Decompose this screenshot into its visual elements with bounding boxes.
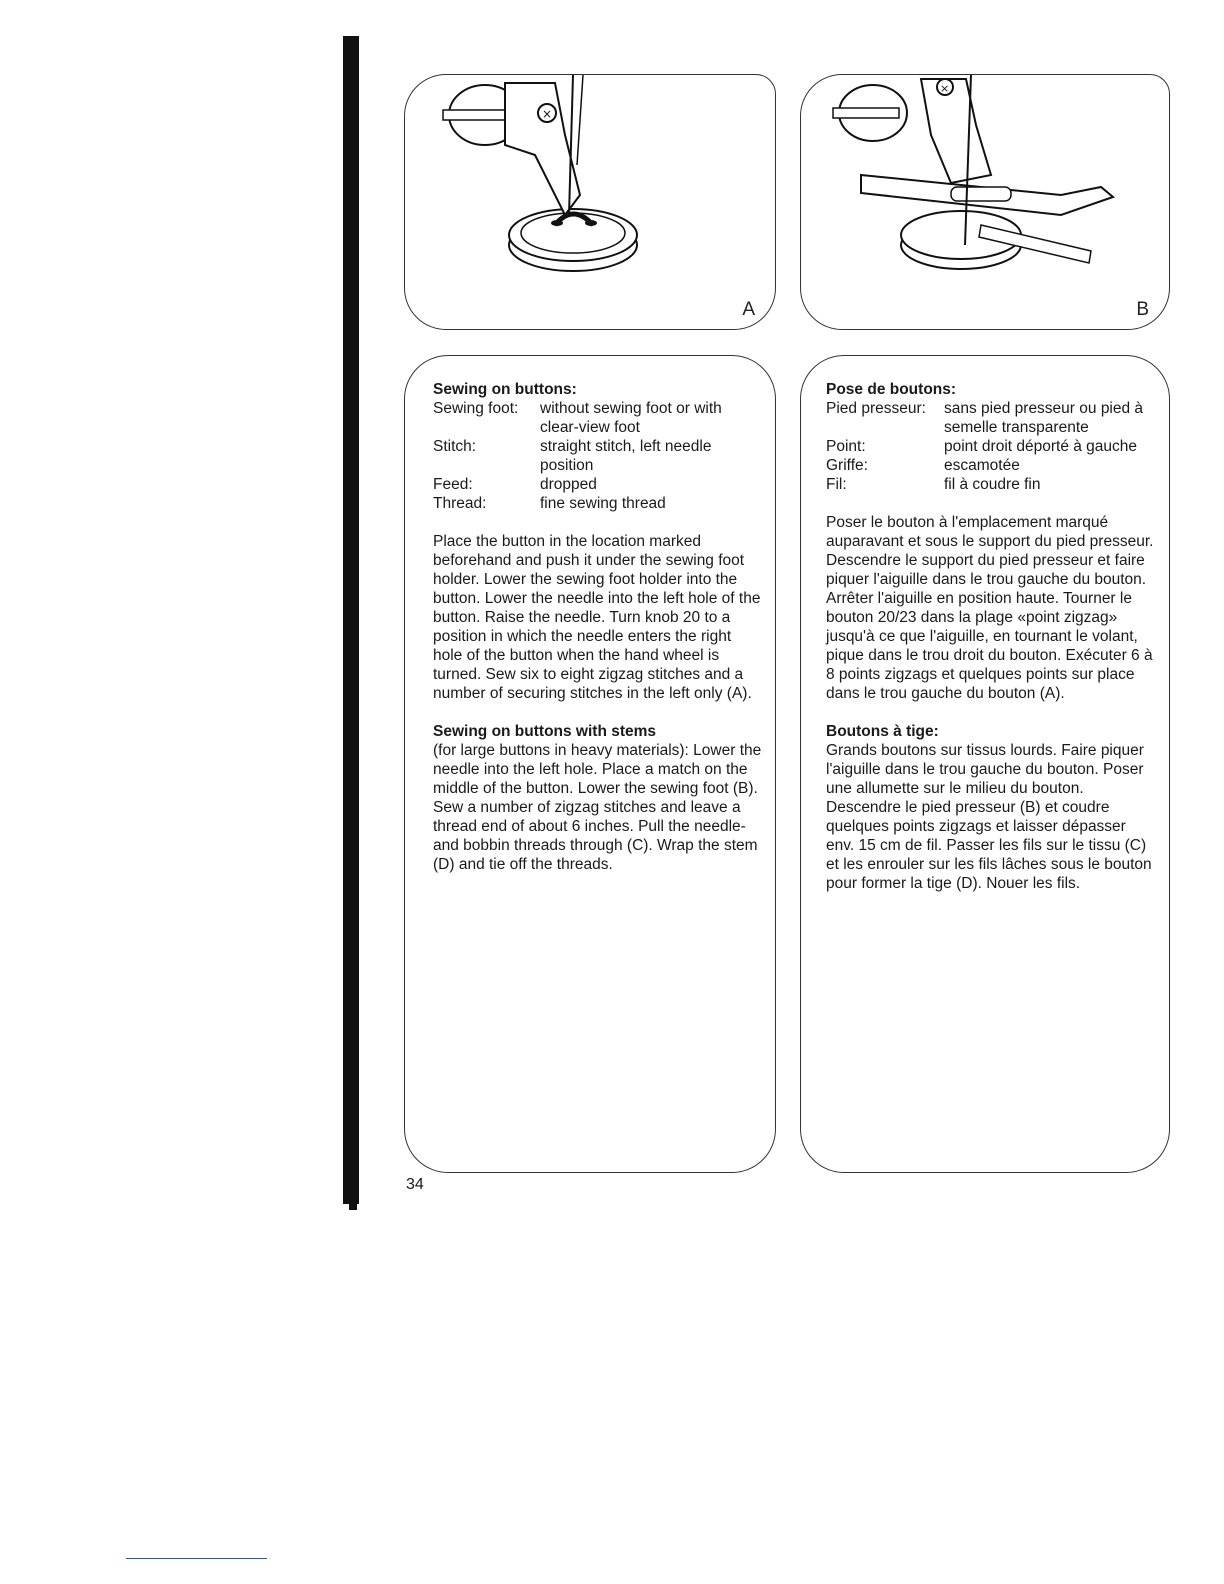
spec-term: Griffe: (826, 457, 868, 474)
figure-b-label: B (1136, 299, 1149, 320)
spec-term: Pied presseur: (826, 400, 926, 417)
page-binding-edge-lower (349, 1110, 357, 1210)
page-binding-edge (343, 36, 359, 1204)
svg-text:×: × (542, 107, 553, 121)
english-column (433, 380, 763, 874)
french-heading-pose-boutons: Pose de boutons: (826, 381, 957, 398)
spec-term: Sewing foot: (433, 400, 519, 417)
footer-rule (126, 1558, 267, 1559)
french-paragraph-1: Poser le bouton à l'emplacement marqué auparavant et sous le support du pied presseur. Descendre le support du pied presseur et faire piquer l'aiguille dans le trou gauche du bouton. Arrêter l'aiguille en position haute. Tourner le bouton 20/23 dans la plage «point zigzag» jusqu'à ce que l'aiguille, en tournant le volant, pique dans le trou droit du bouton. Exécuter 6 à 8 points zigzags et quelques points sur place dans le trou gauche du bouton (A). (826, 514, 1154, 702)
spec-value: escamotée (944, 457, 1020, 474)
spec-term: Fil: (826, 476, 847, 493)
french-paragraph-2: Grands boutons sur tissus lourds. Faire piquer l'aiguille dans le trou gauche du bouton. Poser une allumette sur le milieu du bouton. Descendre le pied presseur (B) et coudre quelques points zigzags et laisser dépasser env. 15 cm de fil. Passer les fils sur le tissu (C) et les enrouler sur les fils lâches sous le bouton pour former la tige (D). Nouer les fils. (826, 742, 1152, 892)
figure-b-illustration (801, 75, 1171, 331)
svg-text:×: × (940, 82, 950, 95)
spec-row (433, 399, 763, 437)
spec-row (826, 399, 1156, 437)
figure-a-label: A (742, 299, 755, 320)
french-spec-table (826, 399, 1156, 494)
french-column (826, 380, 1156, 893)
spec-row (433, 475, 763, 494)
spec-value: straight stitch, left needle position (540, 438, 712, 474)
spec-row (826, 456, 1156, 475)
spec-value: without sewing foot or with clear-view foot (540, 400, 722, 436)
figure-b (800, 74, 1170, 330)
spec-row (433, 437, 763, 475)
figure-a-illustration (405, 75, 777, 331)
spec-term: Thread: (433, 495, 487, 512)
spec-row (433, 494, 763, 513)
spec-row (826, 475, 1156, 494)
spec-term: Feed: (433, 476, 473, 493)
spec-row (826, 437, 1156, 456)
english-heading-sewing-buttons: Sewing on buttons: (433, 381, 577, 398)
spec-value: dropped (540, 476, 597, 493)
spec-value: fine sewing thread (540, 495, 666, 512)
spec-term: Point: (826, 438, 866, 455)
english-heading-stems: Sewing on buttons with stems (433, 723, 657, 740)
page-number: 34 (406, 1176, 424, 1193)
spec-value: sans pied presseur ou pied à semelle transparente (944, 400, 1144, 436)
spec-value: fil à coudre fin (944, 476, 1041, 493)
english-paragraph-2: (for large buttons in heavy materials): Lower the needle into the left hole. Place a match on the middle of the button. Lower the sewing foot (B). Sew a number of zigzag stitches and leave a thread end of about 6 inches. Pull the needle- and bobbin threads through (C). Wrap the stem (D) and tie off the threads. (433, 742, 762, 873)
french-heading-boutons-tige: Boutons à tige: (826, 723, 939, 740)
english-spec-table (433, 399, 763, 513)
spec-value: point droit déporté à gauche (944, 438, 1138, 455)
english-paragraph-1: Place the button in the location marked beforehand and push it under the sewing foot holder. Lower the sewing foot holder into the button. Lower the needle into the left hole of the button. Raise the needle. Turn knob 20 to a position in which the needle enters the right hole of the button when the hand wheel is turned. Sew six to eight zigzag stitches and a number of securing stitches in the left only (A). (433, 533, 761, 702)
figure-a (404, 74, 776, 330)
spec-term: Stitch: (433, 438, 477, 455)
